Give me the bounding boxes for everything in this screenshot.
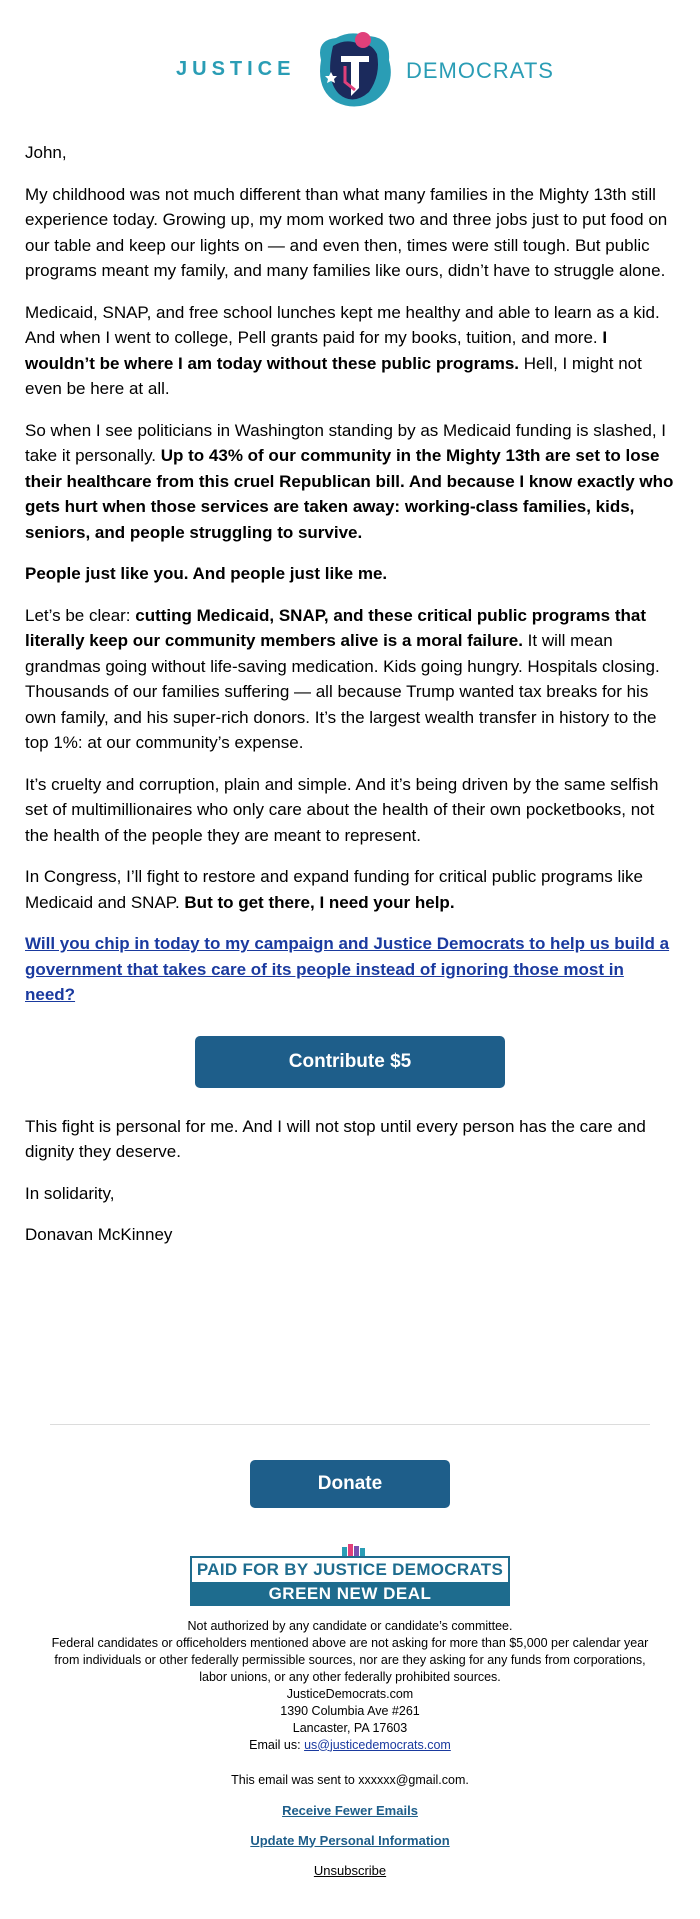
email-contact: Email us: us@justicedemocrats.com — [249, 1737, 451, 1752]
greeting: John, — [25, 143, 67, 162]
disclaimer-federal: Federal candidates or officeholders mentioned above are not asking for more than $5,000 per calendar year from individuals or other federally permissible sources, nor are they asking for any funds from corporations, labor unions, or any other federally prohibited sources. — [51, 1635, 649, 1684]
contribute-button[interactable]: Contribute $5 — [195, 1036, 505, 1088]
disclaimer-not-authorized: Not authorized by any candidate or candidate’s committee. — [187, 1618, 513, 1633]
signature: Donavan McKinney — [25, 1225, 173, 1244]
sent-to-notice: This email was sent to xxxxxx@gmail.com. — [231, 1772, 469, 1787]
footer-divider — [50, 1424, 650, 1425]
contribute-button-wrap — [25, 1036, 675, 1088]
justice-democrats-logo[interactable] — [176, 30, 554, 110]
org-name: JusticeDemocrats.com — [286, 1686, 414, 1701]
cta-paragraph — [25, 931, 675, 1008]
paragraph-medicaid-cuts: So when I see politicians in Washington standing by as Medicaid funding is slashed, I take it personally. Up to 43% of our community in the Mighty 13th are set to lose their healthcare from this cruel Republican bill. And because I know exactly who gets hurt when those services are taken away: working-class families, kids, seniors, and people struggling to survive. — [25, 420, 674, 542]
spacer — [0, 1264, 700, 1424]
email-header — [0, 0, 700, 130]
paragraph-personal-fight: This fight is personal for me. And I will not stop until every person has the care and dignity they deserve. — [25, 1116, 646, 1161]
paragraph-childhood: My childhood was not much different than what many families in the Mighty 13th still experience today. Growing up, my mom worked two and three jobs just to put food on our table and keep our lights on — and even then, times were still tough. But public programs meant my family, and many families like ours, didn’t have to struggle alone. — [25, 184, 668, 280]
paragraph-programs: Medicaid, SNAP, and free school lunches kept me healthy and able to learn as a kid. And when I went to college, Pell grants paid for my books, tuition, and more. I wouldn’t be where I am today without these public programs. Hell, I might not even be here at all. — [25, 302, 660, 398]
letter-body — [0, 130, 700, 1248]
address-line-2: Lancaster, PA 17603 — [292, 1720, 408, 1735]
paid-for-line: PAID FOR BY JUSTICE DEMOCRATS — [190, 1556, 510, 1582]
email-link[interactable]: us@justicedemocrats.com — [304, 1737, 451, 1752]
logo-word-democrats: DEMOCRATS — [406, 58, 554, 83]
donate-button-wrap — [0, 1460, 700, 1508]
address-line-1: 1390 Columbia Ave #261 — [280, 1703, 420, 1718]
paragraph-people-like-you: People just like you. And people just like me. — [25, 564, 388, 583]
paragraph-congress: In Congress, I’ll fight to restore and expand funding for critical public programs like Medicaid and SNAP. But to get there, I need your help. — [25, 867, 643, 912]
paid-for-badge — [190, 1542, 510, 1606]
unsubscribe-link[interactable]: Unsubscribe — [313, 1862, 387, 1878]
chip-in-link[interactable]: Will you chip in today to my campaign and Justice Democrats to help us build a government that takes care of its people instead of ignoring those most in need? — [25, 934, 670, 1004]
donate-button[interactable]: Donate — [250, 1460, 450, 1508]
receive-fewer-emails-link[interactable]: Receive Fewer Emails — [282, 1802, 418, 1818]
logo-mark-icon — [311, 30, 396, 110]
sign-off: In solidarity, — [25, 1183, 115, 1203]
paragraph-moral-failure: Let’s be clear: cutting Medicaid, SNAP, and these critical public programs that literally keep our community members alive is a moral failure. It will mean grandmas going without life-saving medication. Kids going hungry. Hospitals closing. Thousands of our families suffering — all because Trump wanted tax breaks for his own family, and his super-rich donors. It’s the largest wealth transfer in history to the top 1%: at our community’s expense. — [25, 605, 660, 752]
email-footer — [0, 1618, 700, 1879]
update-personal-info-link[interactable]: Update My Personal Information — [250, 1832, 450, 1848]
paragraph-cruelty: It’s cruelty and corruption, plain and simple. And it’s being driven by the same selfish set of multimillionaires who only care about the health of their own pocketbooks, not the health of the people they are meant to represent. — [25, 774, 659, 845]
logo-word-justice: JUSTICE — [176, 58, 296, 80]
green-new-deal-line: GREEN NEW DEAL — [190, 1582, 510, 1606]
